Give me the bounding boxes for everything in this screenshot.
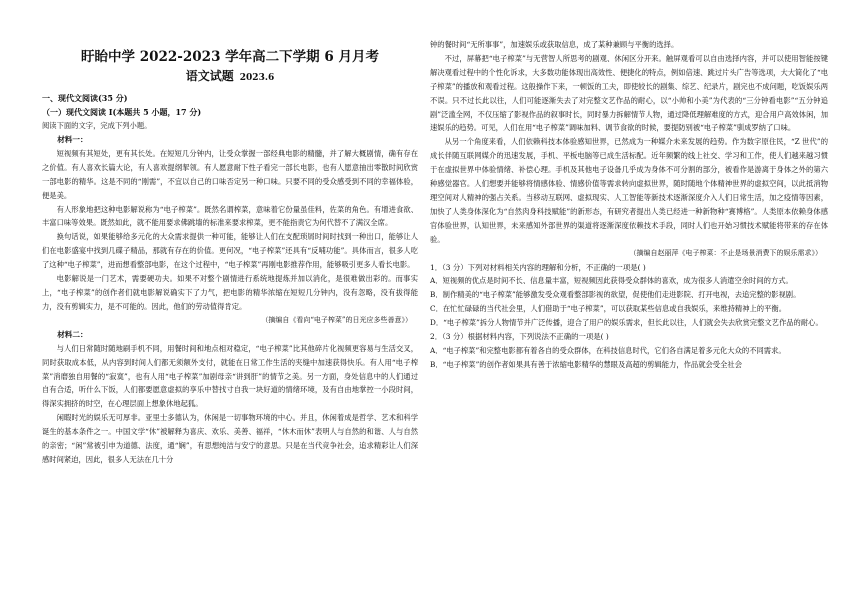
- material1-paragraph: 有人形象地把这种电影解说称为“电子榨菜”。既然名谓榨菜，意味着它份量虽佳料，佐菜的角色。有增进食欲、丰富口味等效果。既然如此，就不能用要求佛跳墙的标准来要求榨菜，更不能指责它为何代替不了满汉全席。: [42, 204, 418, 228]
- subject-label: 语文试题: [185, 69, 234, 83]
- material1-paragraph: 短视频有其短处，更有其长处。在短短几分钟内，让受众掌握一部经典电影的精髓，并了解大概剧情，确有存在之价值。有人喜欢长篇大论，有人喜欢提纲挈领。有人愿意耐下性子看完一部长电影，也有人愿意抽出零散时间欣赏一部电影的精华。这是不同的“刚需”，不宜以自己的口味否定另一种口味。只要不同的受众感受到不同的幸福体验，便是美。: [42, 148, 418, 200]
- material1-label: 材料一：: [57, 134, 88, 144]
- question-option: D．“电子榨菜”拆分人物情节并广泛传播，迎合了用户的娱乐需求，但长此以往，人们就会失去欣赏完整文艺作品的耐心。: [430, 318, 823, 328]
- material2-paragraph: 从另一个角度来看，人们依赖科技本体验感知世界，已然成为一种媒介未来发展的趋势。作为数字原住民，“Z 世代”的成长伴随互联网媒介的迅速发展，手机、平板电脑等已成生活标配。近年频繁的线上社交、学习和工作，使人们越来越习惯于在虚拟世界中体验情绪、补偿心理。手机及其他电子设备几乎成为身体不可分割的部分，被看作是游离于身体之外的第六种感觉器官。人们想要并能够将情感体验、情感价值等需求转向虚拟世界，随时随地个体精神世界的虚拟空间，以此抵消物理空间对人精神的强占关系。当移动互联网、虚拟现实、人工智能等新技术逐渐深度介入人们日常生活，加之疫情等因素，加快了人类身体深化为“自然肉身科技赋能”的新形态，有研究者提出人类已经进一种新物种“赛博格”。人类原本依赖身体感官体验世界，认知世界，未来感知外部世界的渠道将逐渐深度依赖技术手段，同时人们也开始习惯技术赋能将带来的存在体验。: [430, 137, 828, 244]
- question-option: C．在忙忙碌碌的当代社会里，人们借助于“电子榨菜”，可以获取某些信息或自我娱乐，来维持精神上的平衡。: [430, 304, 786, 314]
- material2-paragraph: 不过，屏幕把“电子榨菜”与无营智人所思考的剧观、休闲区分开来。触屏观看可以自由选择内容，并可以使用智能按键解决观看过程中的个性化诉求，大多数功能体现出高效性、便捷化的特点，例如倍速、跳过片头广告等选项，大大简化了“电子榨菜”的播放和观看过程。这般操作下来，一顿饭的工夫，即使较长的剧集、综艺、纪录片，剧完也不成问题，吃饭娱乐两不误。只不过长此以往，人们可能逐渐失去了对完整文艺作品的耐心，以“小帅和小美”为代表的“三分钟看电影”“五分钟追剧”泛滥全网，不仅压缩了影视作品的叙事时长，同时暴力拆解情节人物，通过降低理解难度的方式，迎合用户高效体闲，加速娱乐的趋势。可见，人们在用“电子榨菜”调味加料、调节食欲的时候，要提防别被“电子榨菜”驯成罗纳了口味。: [430, 53, 828, 133]
- material2-paragraph: 与人们日常随时随地刷手机不同，用餐时间和地点相对稳定，“电子榨菜”比其他碎片化视频更容易与生活交叉，同时获取成本低，从内容到时间人们都无须额外支付，就能在日常工作生活的夹缝中加速获得快乐。有人用“电子榨菜”消磨独自用餐的“寂寞”，也有人用“电子榨菜”加剧母亲“讲到肝”的情节之美。另一方面，身处信息中的人们通过自有合适，听什么下饭，人们都要愿意虚拟的享乐中替找寸自我一块好道的情绪环境，及有自由地掌控一小段时间，得深实拥挤的时空，在心理层面上想象休地起狐。: [42, 343, 418, 409]
- material1-paragraph: 换句话说，如果能够给多元化的大众需求提供一种可能，能够让人们在支配琐屑时间时找到一种出口，能够让人们在电影盛宴中找到几碟子精品，那就有存在的价值。更何况，“电子榨菜”还具有“反哺功能”。具体而言，很多人吃了这种“电子榨菜”，进而想看整部电影，在这个过程中，“电子榨菜”再刚电影推荐作用，能够吸引更多人看长电影。: [42, 232, 418, 270]
- material2-source: （摘编自赵丽萍《电子榨菜：不止是场景消费下的娱乐需求》）: [629, 248, 822, 257]
- material1-source: （摘编自《看向“电子榨菜”的日光应多些善意》）: [261, 315, 412, 324]
- right-column: [430, 38, 828, 372]
- material2-paragraph-continued: 钟的餐时间“无所事事”，加速娱乐或获取信息，成了某种兼顾与平衡的选择。: [430, 40, 679, 49]
- question-stem: 1．（3 分）下列对材料相关内容的理解和分析，不正确的一项是( ): [430, 262, 646, 272]
- question-stem: 2．（3 分）根据材料内容，下列说法不正确的一项是( ): [430, 332, 609, 342]
- part-heading: （一）现代文阅读 I(本题共 5 小题，17 分): [42, 107, 202, 117]
- exam-title: 盱眙中学 2022-2023 学年高二下学期 6 月月考: [81, 49, 379, 65]
- exam-date: 2023.6: [239, 73, 275, 83]
- section-heading: 一、现代文阅读(35 分): [42, 93, 128, 103]
- exam-subtitle: [42, 68, 418, 87]
- material2-paragraph: 闲暇时光的娱乐无可厚非。亚里士多德认为，休闲是一切事物环境的中心。并且，休闲着成是哲学、艺术和科学诞生的基本条件之一。中国文学“休”被解释为喜庆、欢乐、美善、福祥，“休木而休”表明人与自然的和谐、人与自然的亲密；“闲”常被引申为道德、法度，通“娴”，有思想纯洁与安宁的意思。只是在当代竞争社会，追求精彩让人们深感时间紧迫，因此，很多人无法在几十分: [42, 413, 418, 464]
- question-option: B．制作精美的“电子榨菜”能够激发受众观看整部影视的欲望，促使他们走进影院、打开电视，去追完整的影视剧。: [430, 290, 801, 300]
- left-column: [42, 40, 418, 467]
- material1-paragraph: 电影解说是一门艺术，需要硬功夫。如果不对整个剧情进行系统地提炼并加以消化，是很难做出彩的。而事实上，“电子榨菜”的创作者们就电影解说确实下了力气，把电影的精华浓缩在短短几分钟内，没有忽略，没有拔得能力，没有剪辑实力，是不可能的。因此，他们的劳动值得肯定。: [42, 274, 418, 311]
- question-option: A．“电子榨菜”和完整电影都有着各自的受众群体，在科技信息时代，它们各自满足着多元化大众的不同需求。: [430, 345, 786, 355]
- instruction: 阅读下面的文字，完成下列小题。: [42, 121, 152, 130]
- question-option: B．“电子榨菜”的创作者如果具有善于浓缩电影精华的慧眼及高超的剪辑能力，作品就会受全社会: [430, 359, 742, 369]
- material2-label: 材料二：: [57, 329, 88, 339]
- question-option: A．短视频的优点是时间不长、信息量丰富，短视频因此获得受众群体的喜欢，成为很多人消遣空余时间的方式。: [430, 276, 793, 286]
